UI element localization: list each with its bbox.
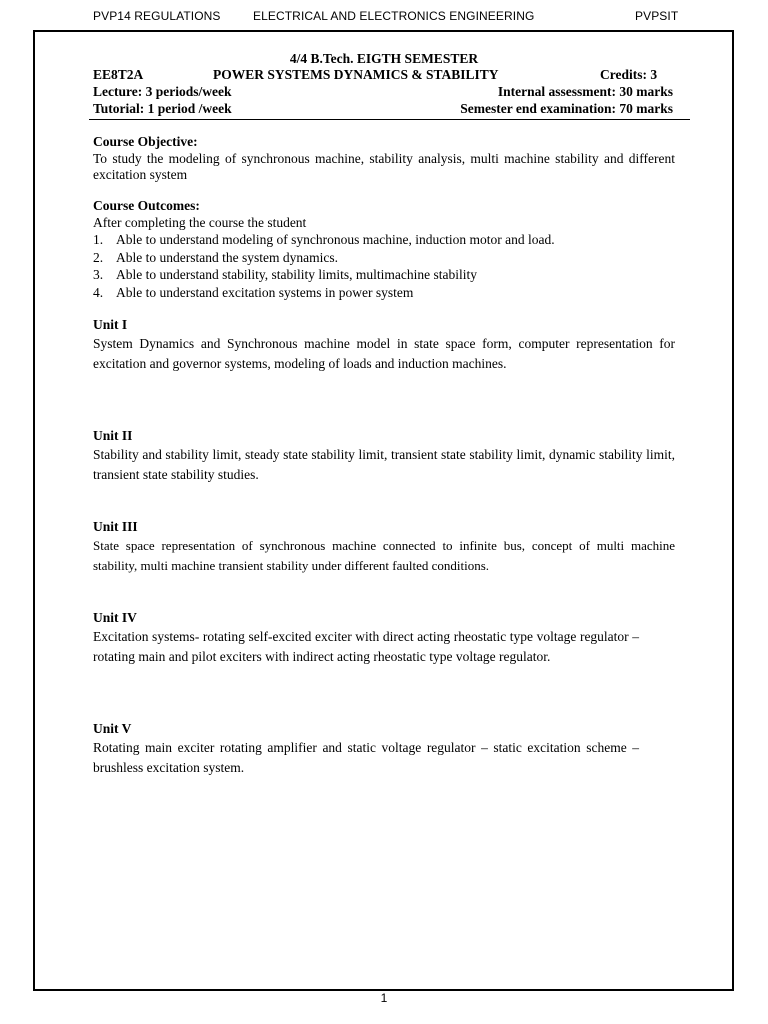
header-department: ELECTRICAL AND ELECTRONICS ENGINEERING bbox=[253, 9, 535, 23]
tutorial-periods: Tutorial: 1 period /week bbox=[93, 101, 232, 116]
outcome-item bbox=[93, 285, 555, 303]
outcomes-heading: Course Outcomes: bbox=[93, 198, 200, 213]
outcome-item bbox=[93, 250, 555, 268]
unit-2-text: Stability and stability limit, steady state stability limit, transient state stability limit, dynamic stability limit, transient state stability studies. bbox=[93, 447, 675, 482]
outcomes-intro: After completing the course the student bbox=[93, 215, 307, 230]
outcome-text: Able to understand modeling of synchronous machine, induction motor and load. bbox=[116, 232, 555, 247]
header-regulations: PVP14 REGULATIONS bbox=[93, 9, 221, 23]
lecture-periods: Lecture: 3 periods/week bbox=[93, 84, 232, 99]
unit-5-text: Rotating main exciter rotating amplifier and static voltage regulator – static excitation scheme – brushless excitation system. bbox=[93, 740, 639, 775]
objective-text: To study the modeling of synchronous machine, stability analysis, multi machine stability and different excitation system bbox=[93, 151, 675, 182]
outcome-number: 3. bbox=[93, 267, 104, 282]
outcome-number: 4. bbox=[93, 284, 104, 300]
unit-4-text: Excitation systems- rotating self-excited exciter with direct acting rheostatic type voltage regulator – rotating main and pilot exciters with indirect acting rheostatic type voltage regulator. bbox=[93, 629, 639, 664]
outcome-text: Able to understand stability, stability limits, multimachine stability bbox=[116, 267, 477, 282]
outcome-text: Able to understand excitation systems in power system bbox=[116, 284, 414, 300]
course-credits: Credits: 3 bbox=[600, 67, 658, 82]
course-code: EE8T2A bbox=[93, 67, 144, 82]
objective-heading: Course Objective: bbox=[93, 134, 198, 149]
internal-assessment: Internal assessment: 30 marks bbox=[497, 84, 673, 99]
outcome-number: 1. bbox=[93, 232, 104, 247]
outcome-number: 2. bbox=[93, 249, 104, 265]
unit-4-heading: Unit IV bbox=[93, 610, 137, 625]
outcome-item bbox=[93, 267, 555, 285]
unit-3-text: State space representation of synchronous machine connected to infinite bus, concept of multi machine stability, multi machine transient stability under different faulted conditions. bbox=[93, 538, 675, 573]
unit-2-heading: Unit II bbox=[93, 428, 133, 443]
semester-end-exam: Semester end examination: 70 marks bbox=[460, 101, 673, 116]
outcome-text: Able to understand the system dynamics. bbox=[116, 249, 338, 265]
title-divider bbox=[89, 119, 690, 120]
course-title: POWER SYSTEMS DYNAMICS & STABILITY bbox=[213, 67, 499, 82]
unit-3-heading: Unit III bbox=[93, 519, 138, 534]
header-institute: PVPSIT bbox=[635, 9, 679, 23]
unit-1-text: System Dynamics and Synchronous machine model in state space form, computer representation for excitation and governor systems, modeling of loads and induction machines. bbox=[93, 336, 675, 371]
unit-1-heading: Unit I bbox=[93, 317, 128, 332]
unit-5-heading: Unit V bbox=[93, 721, 132, 736]
outcomes-list bbox=[93, 232, 555, 302]
semester-title: 4/4 B.Tech. EIGTH SEMESTER bbox=[289, 51, 479, 66]
outcome-item bbox=[93, 232, 555, 250]
page-number: 1 bbox=[380, 991, 388, 1005]
